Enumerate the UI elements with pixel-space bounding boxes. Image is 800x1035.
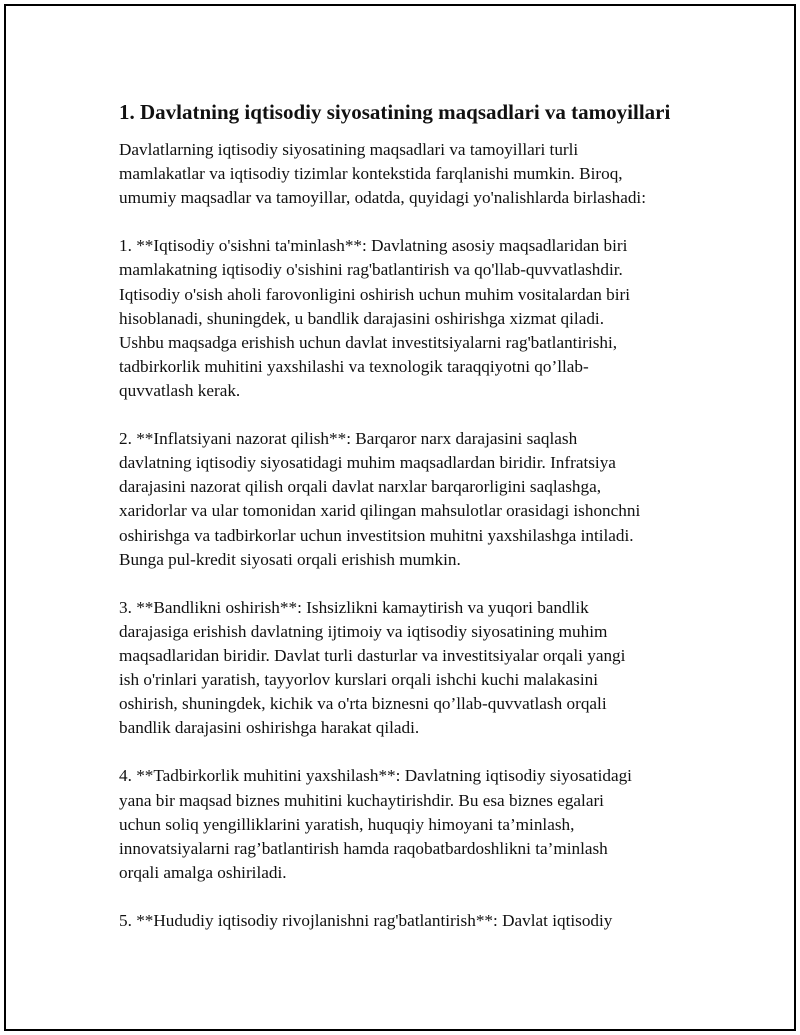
text-line: darajasiga erishish davlatning ijtimoiy va iqtisodiy siyosatining muhim xyxy=(119,621,608,641)
text-line: innovatsiyalarni rag’batlantirish hamda raqobatbardoshlikni ta’minlash xyxy=(119,838,608,858)
text-line: 5. **Hududiy iqtisodiy rivojlanishni rag'batlantirish**: Davlat iqtisodiy xyxy=(119,911,613,930)
text-line: uchun soliq yengilliklarini yaratish, huquqiy himoyani ta’minlash, xyxy=(119,814,575,834)
text-line: 4. **Tadbirkorlik muhitini yaxshilash**: Davlatning iqtisodiy siyosatidagi xyxy=(119,766,632,786)
text-line: tadbirkorlik muhitini yaxshilashi va texnologik taraqqiyotni qo’llab- xyxy=(119,356,589,376)
list-item-inflation-control xyxy=(119,427,704,572)
text-line: Ushbu maqsadga erishish uchun davlat investitsiyalarni rag'batlantirishi, xyxy=(119,332,618,352)
text-line: 3. **Bandlikni oshirish**: Ishsizlikni kamaytirish va yuqori bandlik xyxy=(119,597,589,617)
text-line: mamlakatning iqtisodiy o'sishini rag'batlantirish va qo'llab-quvvatlashdir. xyxy=(119,260,623,280)
text-line: hisoblanadi, shuningdek, u bandlik darajasini oshirishga xizmat qiladi. xyxy=(119,308,604,328)
text-line: orqali amalga oshiriladi. xyxy=(119,862,287,882)
list-item-employment xyxy=(119,596,704,741)
text-line: bandlik darajasini oshirishga harakat qiladi. xyxy=(119,718,420,738)
text-line: 2. **Inflatsiyani nazorat qilish**: Barqaror narx darajasini saqlash xyxy=(119,429,578,449)
section-heading: 1. Davlatning iqtisodiy siyosatining maqsadlari va tamoyillari xyxy=(119,100,671,124)
text-line: xaridorlar va ular tomonidan xarid qilingan mahsulotlar orasidagi ishonchni xyxy=(119,501,641,521)
list-item-regional-development xyxy=(119,909,704,933)
text-line: oshirishga va tadbirkorlar uchun investitsion muhitni yaxshilashga intiladi. xyxy=(119,525,634,545)
intro-paragraph xyxy=(119,138,704,210)
text-line: yana bir maqsad biznes muhitini kuchaytirishdir. Bu esa biznes egalari xyxy=(119,790,604,810)
page-frame xyxy=(4,4,796,1031)
text-line: maqsadlaridan biridir. Davlat turli dasturlar va investitsiyalar orqali yangi xyxy=(119,645,626,665)
text-line: mamlakatlar va iqtisodiy tizimlar kontekstida farqlanishi mumkin. Biroq, xyxy=(119,164,623,184)
text-line: 1. **Iqtisodiy o'sishni ta'minlash**: Davlatning asosiy maqsadlaridan biri xyxy=(119,236,628,256)
text-line: Bunga pul-kredit siyosati orqali erishish mumkin. xyxy=(119,549,461,569)
text-line: darajasini nazorat qilish orqali davlat narxlar barqarorligini saqlashga, xyxy=(119,477,602,497)
document-body xyxy=(119,98,704,957)
text-line: quvvatlash kerak. xyxy=(119,380,241,400)
list-item-business-environment xyxy=(119,764,704,884)
text-line: umumiy maqsadlar va tamoyillar, odatda, quyidagi yo'nalishlarda birlashadi: xyxy=(119,188,646,208)
text-line: oshirish, shuningdek, kichik va o'rta biznesni qo’llab-quvvatlash orqali xyxy=(119,694,607,714)
list-item-economic-growth xyxy=(119,234,704,403)
text-line: ish o'rinlari yaratish, tayyorlov kurslari orqali ishchi kuchi malakasini xyxy=(119,670,598,690)
text-line: davlatning iqtisodiy siyosatidagi muhim maqsadlardan biridir. Infratsiya xyxy=(119,453,616,473)
text-line: Davlatlarning iqtisodiy siyosatining maqsadlari va tamoyillari turli xyxy=(119,140,579,159)
text-line: Iqtisodiy o'sish aholi farovonligini oshirish uchun muhim vositalardan biri xyxy=(119,284,631,304)
